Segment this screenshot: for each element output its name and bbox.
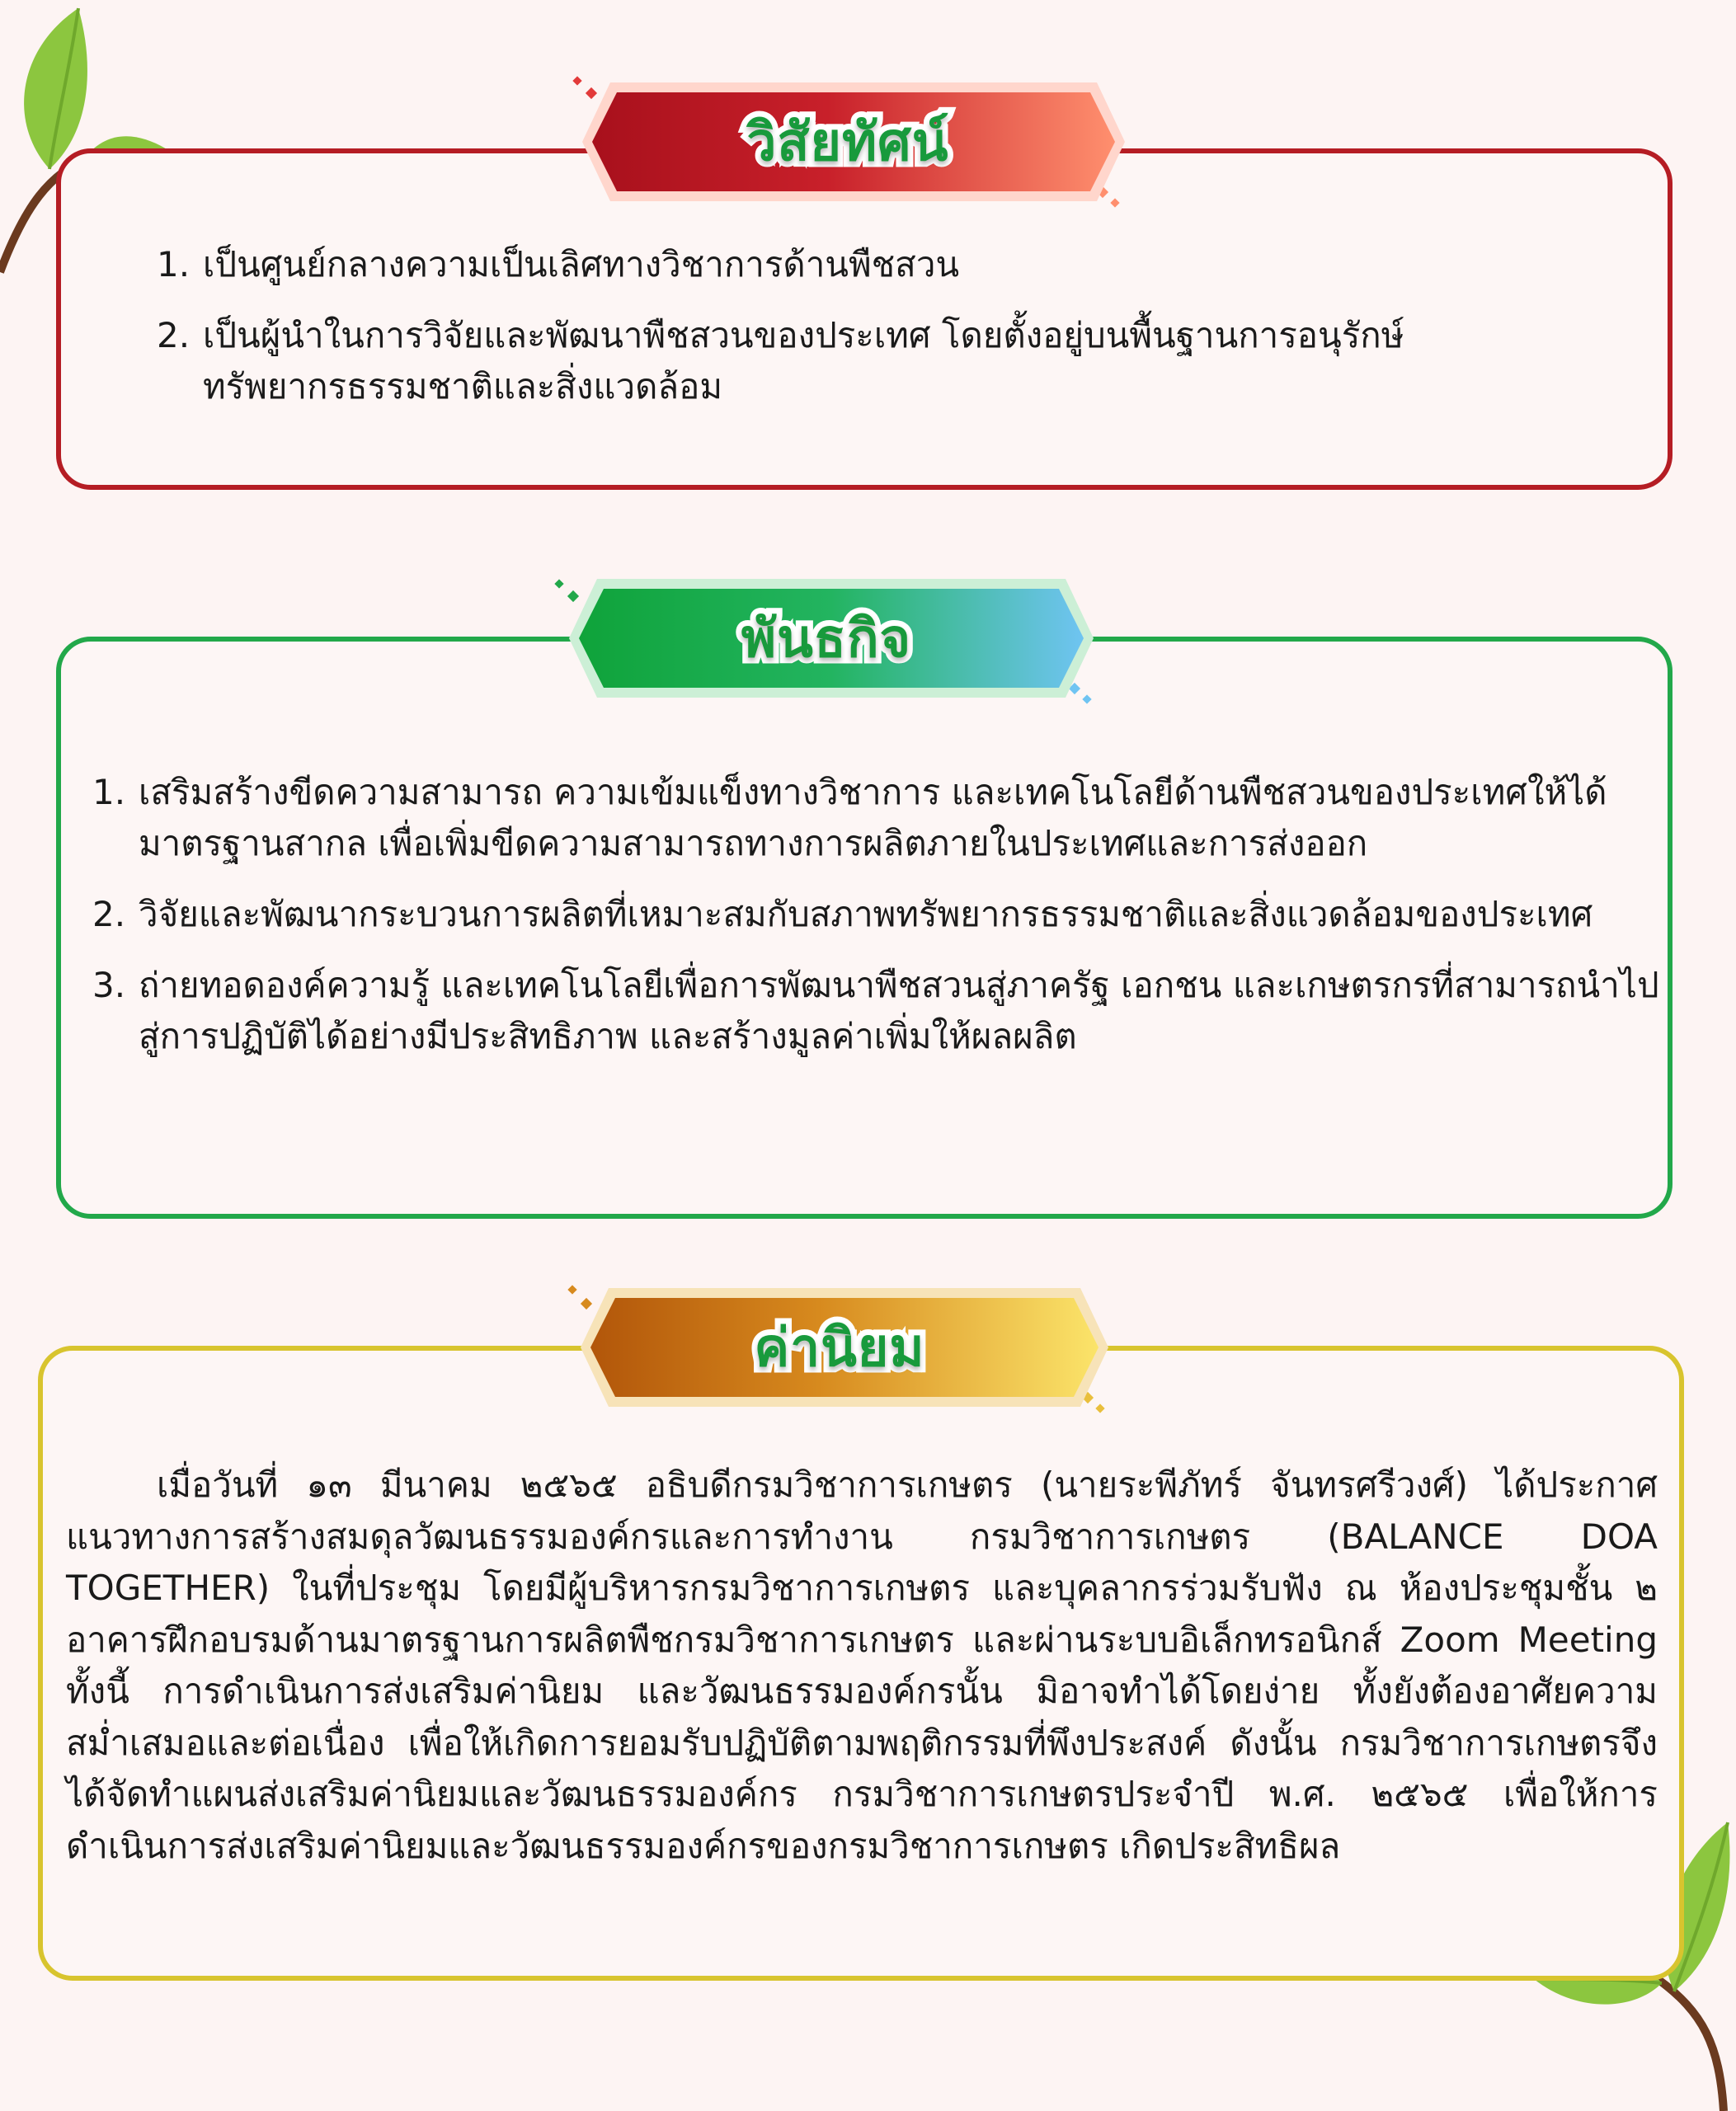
mission-item-text: ถ่ายทอดองค์ความรู้ และเทคโนโลยีเพื่อการพัฒนาพืชสวนสู่ภาครัฐ เอกชน และเกษตรกรที่สามารถนำไปสู่การปฏิบัติได้อย่างมีประสิทธิภาพ และสร้างมูลค่าเพิ่มให้ผลผลิต bbox=[139, 965, 1659, 1056]
vision-title: วิสัยทัศน์ bbox=[746, 112, 949, 172]
vision-item-text: เป็นผู้นำในการวิจัยและพัฒนาพืชสวนของประเทศ โดยตั้งอยู่บนพื้นฐานการอนุรักษ์ทรัพยากรธรรมชาติและสิ่งแวดล้อม bbox=[203, 315, 1404, 407]
mission-item-text: เสริมสร้างขีดความสามารถ ความเข้มแข็งทางวิชาการ และเทคโนโลยีด้านพืชสวนของประเทศให้ได้มาตรฐานสากล เพื่อเพิ่มขีดความสามารถทางการผลิตภายในประเทศและการส่งออก bbox=[139, 772, 1607, 863]
mission-item bbox=[92, 960, 1659, 1062]
mission-item-text: วิจัยและพัฒนากระบวนการผลิตที่เหมาะสมกับสภาพทรัพยากรธรรมชาติและสิ่งแวดล้อมของประเทศ bbox=[139, 894, 1593, 934]
vision-item-text: เป็นศูนย์กลางความเป็นเลิศทางวิชาการด้านพืชสวน bbox=[203, 244, 960, 284]
vision-banner bbox=[562, 73, 1133, 211]
values-banner bbox=[562, 1278, 1117, 1417]
vision-item-number: 2. bbox=[157, 315, 191, 355]
mission-item-number: 2. bbox=[92, 894, 126, 934]
values-paragraph: เมื่อวันที่ ๑๓ มีนาคม ๒๕๖๕ อธิบดีกรมวิชาการเกษตร (นายระพีภัทร์ จันทรศรีวงศ์) ได้ประกาศแนวทางการสร้างสมดุลวัฒนธรรมองค์กรและการทำงาน กรมวิชาการเกษตร (BALANCE DOA TOGETHER) ในที่ประชุม โดยมีผู้บริหารกรมวิชาการเกษตร และบุคลากรร่วมรับฟัง ณ ห้องประชุมชั้น ๒ อาคารฝึกอบรมด้านมาตรฐานการผลิตพืชกรมวิชาการเกษตร และผ่านระบบอิเล็กทรอนิกส์ Zoom Meeting ทั้งนี้ การดำเนินการส่งเสริมค่านิยม และวัฒนธรรมองค์กรนั้น มิอาจทำได้โดยง่าย ทั้งยังต้องอาศัยความสม่ำเสมอและต่อเนื่อง เพื่อให้เกิดการยอมรับปฏิบัติตามพฤติกรรมที่พึงประสงค์ ดังนั้น กรมวิชาการเกษตรจึงได้จัดทำแผนส่งเสริมค่านิยมและวัฒนธรรมองค์กร กรมวิชาการเกษตรประจำปี พ.ศ. ๒๕๖๕ เพื่อให้การดำเนินการส่งเสริมค่านิยมและวัฒนธรรมองค์กรของกรมวิชาการเกษตร เกิดประสิทธิผล bbox=[66, 1465, 1658, 1866]
vision-list bbox=[157, 239, 1633, 432]
vision-item bbox=[157, 239, 1633, 290]
mission-item bbox=[92, 889, 1659, 940]
mission-item bbox=[92, 767, 1659, 869]
mission-item-number: 1. bbox=[92, 772, 126, 812]
vision-item-number: 1. bbox=[157, 244, 191, 284]
values-title: ค่านิยม bbox=[754, 1318, 925, 1377]
vision-item bbox=[157, 310, 1633, 412]
mission-title: พันธกิจ bbox=[741, 609, 912, 668]
mission-item-number: 3. bbox=[92, 965, 126, 1005]
mission-list bbox=[92, 767, 1659, 1082]
mission-banner bbox=[551, 569, 1102, 708]
